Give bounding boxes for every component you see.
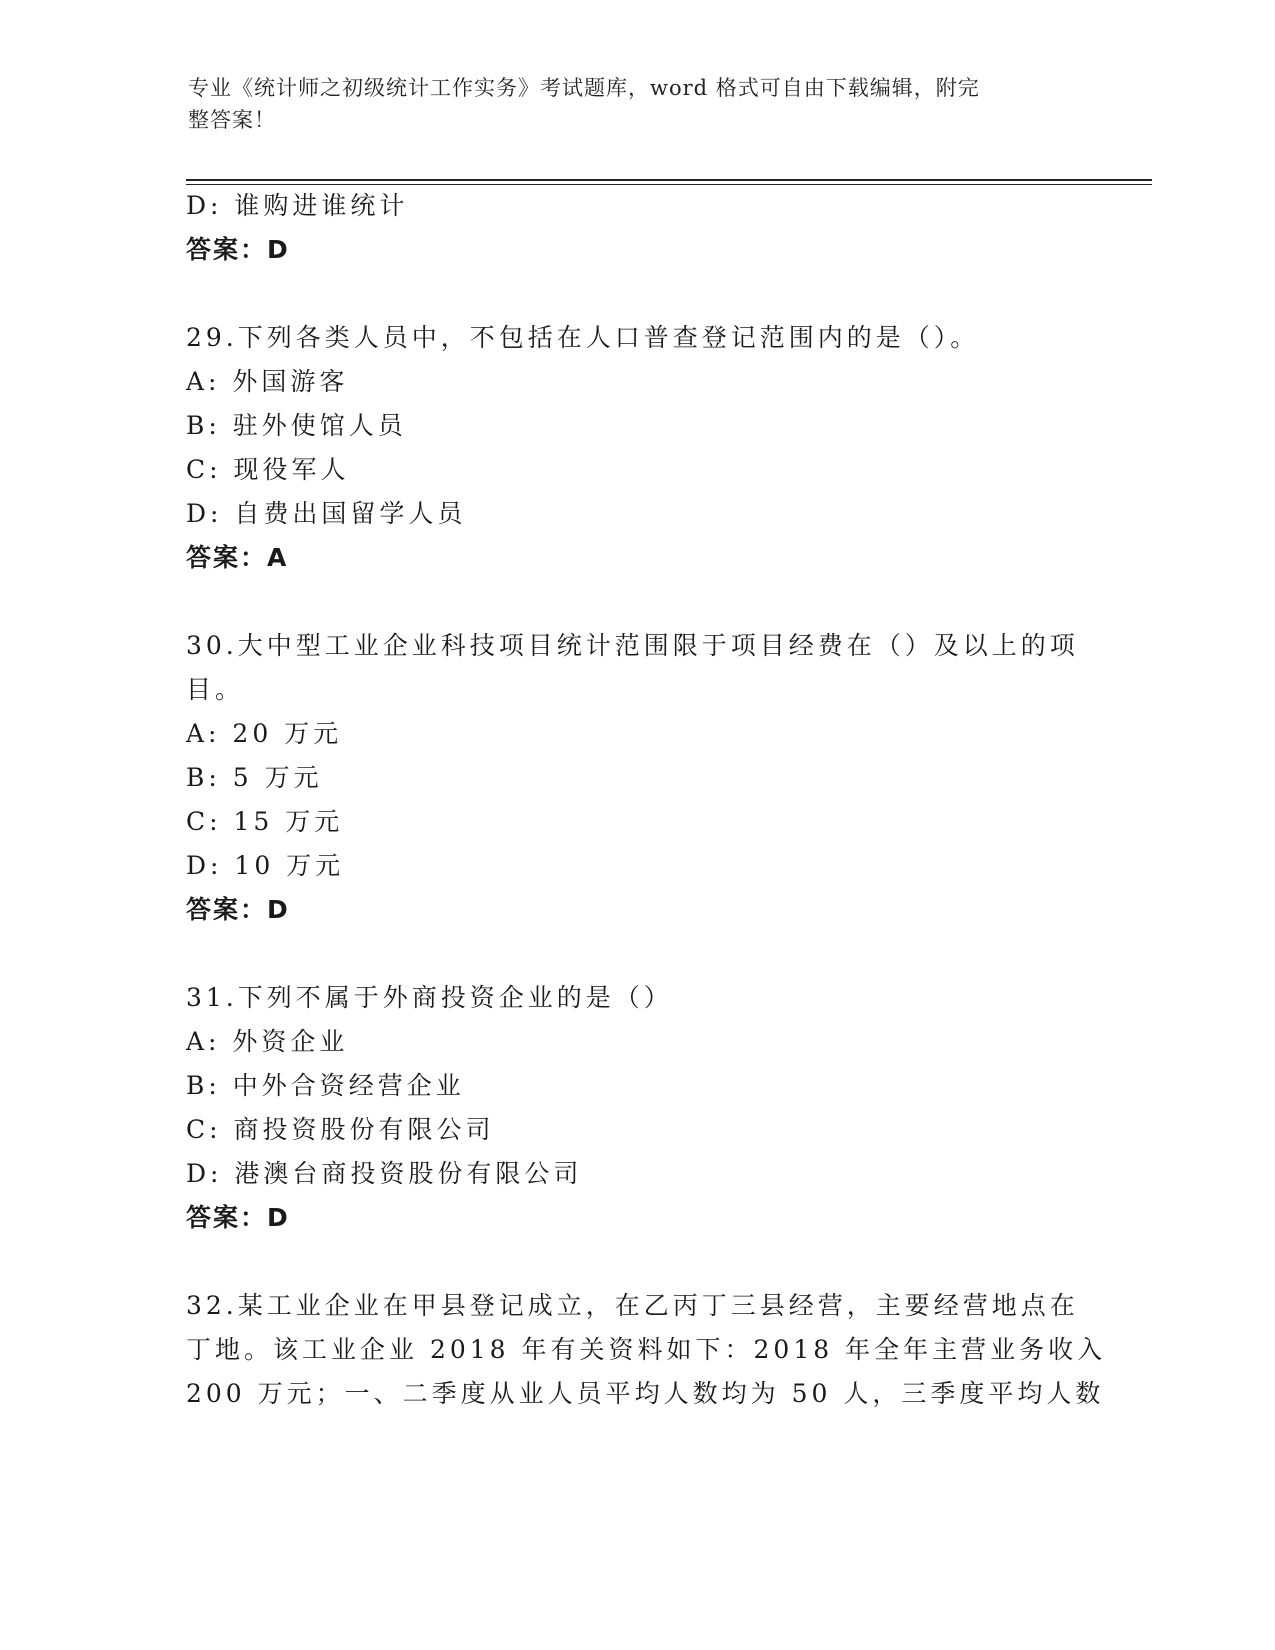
q31-stem: 31.下列不属于外商投资企业的是（） <box>186 983 673 1012</box>
q29-option-a: A: 外国游客 <box>186 367 349 396</box>
q30-option-c: C: 15 万元 <box>186 807 344 836</box>
q29-option-b: B: 驻外使馆人员 <box>186 411 407 440</box>
q31-answer: 答案：D <box>186 1203 290 1232</box>
q30-option-b: B: 5 万元 <box>186 763 323 792</box>
q31-option-a: A: 外资企业 <box>186 1027 349 1056</box>
header-rule-thick <box>186 179 1152 181</box>
q29-answer: 答案：A <box>186 543 289 572</box>
header-line-1: 专业《统计师之初级统计工作实务》考试题库，word 格式可自由下载编辑，附完 <box>188 76 980 100</box>
q29-stem: 29.下列各类人员中，不包括在人口普查登记范围内的是（）。 <box>186 323 980 352</box>
q31-option-d: D: 港澳台商投资股份有限公司 <box>186 1159 583 1188</box>
q32-stem-line-2: 丁地。该工业企业 2018 年有关资料如下：2018 年全年主营业务收入 <box>186 1335 1107 1364</box>
header-line-2: 整答案！ <box>188 108 276 132</box>
q31-option-b: B: 中外合资经营企业 <box>186 1071 465 1100</box>
q30-option-d: D: 10 万元 <box>186 851 345 880</box>
q28-answer: 答案：D <box>186 235 290 264</box>
q29-option-c: C: 现役军人 <box>186 455 350 484</box>
header-rule-thin <box>186 184 1152 185</box>
q32-stem-line-1: 32.某工业企业在甲县登记成立，在乙丙丁三县经营，主要经营地点在 <box>186 1291 1079 1320</box>
q30-option-a: A: 20 万元 <box>186 719 343 748</box>
document-header <box>188 72 1068 136</box>
q29-option-d: D: 自费出国留学人员 <box>186 499 467 528</box>
q30-answer: 答案：D <box>186 895 290 924</box>
q32-stem-line-3: 200 万元；一、二季度从业人员平均人数均为 50 人，三季度平均人数 <box>186 1379 1105 1408</box>
q30-stem-line-1: 30.大中型工业企业科技项目统计范围限于项目经费在（）及以上的项 <box>186 631 1079 660</box>
q30-stem-line-2: 目。 <box>186 675 245 704</box>
q31-option-c: C: 商投资股份有限公司 <box>186 1115 495 1144</box>
q28-option-d: D: 谁购进谁统计 <box>186 191 409 220</box>
